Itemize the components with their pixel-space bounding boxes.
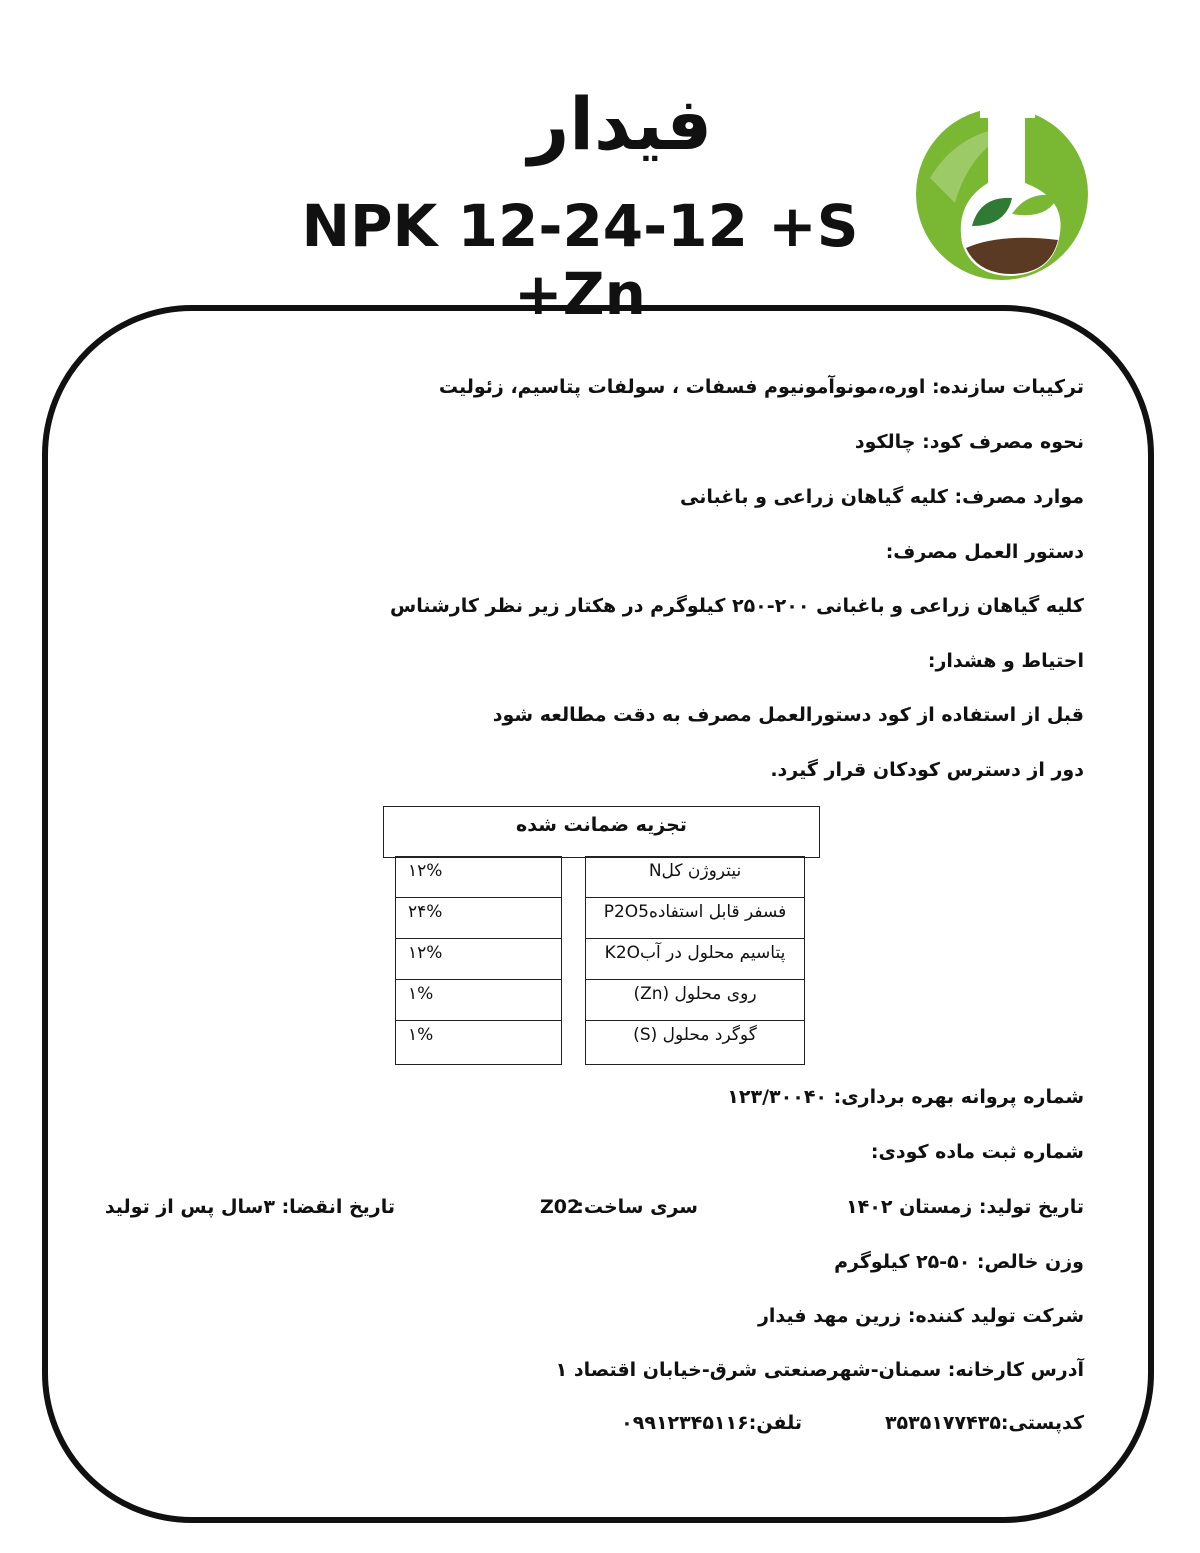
- net-weight: وزن خالص: ۵۰-۲۵ کیلوگرم: [834, 1251, 1084, 1273]
- manufacturer: شرکت تولید کننده: زرین مهد فیدار: [757, 1305, 1084, 1327]
- analysis-value-sulfur: ۱%: [408, 1025, 434, 1045]
- analysis-value-nitrogen: ۱۲%: [396, 857, 561, 898]
- usage-method-line: نحوه مصرف کود: چالکود: [854, 431, 1084, 453]
- warning-line-2: دور از دسترس کودکان قرار گیرد.: [770, 759, 1084, 781]
- analysis-value-phosphorus: ۲۴%: [396, 898, 561, 939]
- analysis-name-sulfur: گوگرد محلول (S): [633, 1025, 757, 1045]
- postal-code: کدپستی:۳۵۳۵۱۷۷۴۳۵: [884, 1412, 1084, 1434]
- analysis-name-zinc: روی محلول (Zn): [586, 980, 804, 1021]
- warning-heading: احتیاط و هشدار:: [927, 650, 1084, 672]
- batch-label: سری ساخت:: [576, 1196, 698, 1218]
- analysis-value-zinc: ۱%: [396, 980, 561, 1021]
- expiry-date: تاریخ انقضا: ۳سال پس از تولید: [104, 1196, 395, 1218]
- usage-cases-line: موارد مصرف: کلیه گیاهان زراعی و باغبانی: [680, 486, 1084, 508]
- warning-line-1: قبل از استفاده از کود دستورالعمل مصرف به دقت مطالعه شود: [492, 704, 1084, 726]
- registration-number: شماره ثبت ماده کودی:: [870, 1141, 1084, 1163]
- brand-title: فیدار: [527, 82, 713, 166]
- flask-leaf-logo-icon: [900, 108, 1105, 280]
- analysis-value-potassium: ۱۲%: [396, 939, 561, 980]
- analysis-table-title: تجزیه ضمانت شده: [383, 806, 820, 858]
- product-code: NPK 12-24-12 +S +Zn: [301, 192, 859, 328]
- production-date: تاریخ تولید: زمستان ۱۴۰۲: [846, 1196, 1084, 1218]
- instructions-heading: دستور العمل مصرف:: [885, 541, 1084, 563]
- ingredients-line: ترکیبات سازنده: اوره،مونوآمونیوم فسفات ، سولفات پتاسیم، زئولیت: [438, 376, 1084, 398]
- factory-address: آدرس کارخانه: سمنان-شهرصنعتی شرق-خیابان اقتصاد ۱: [555, 1359, 1084, 1381]
- analysis-name-nitrogen: نیتروژن کلN: [586, 857, 804, 898]
- analysis-name-column: [585, 856, 805, 1065]
- instructions-line: کلیه گیاهان زراعی و باغبانی ۲۰۰-۲۵۰ کیلوگرم در هکتار زیر نظر کارشناس: [390, 595, 1084, 617]
- batch-value: Z02: [540, 1196, 581, 1218]
- phone-number: تلفن:۰۹۹۱۲۳۴۵۱۱۶: [621, 1412, 802, 1434]
- analysis-value-column: [395, 856, 562, 1065]
- analysis-name-potassium: پتاسیم محلول در آبK2O: [586, 939, 804, 980]
- license-number: شماره پروانه بهره برداری: ۱۲۳/۳۰۰۴۰: [727, 1086, 1084, 1108]
- analysis-name-phosphorus: فسفر قابل استفادهP2O5: [586, 898, 804, 939]
